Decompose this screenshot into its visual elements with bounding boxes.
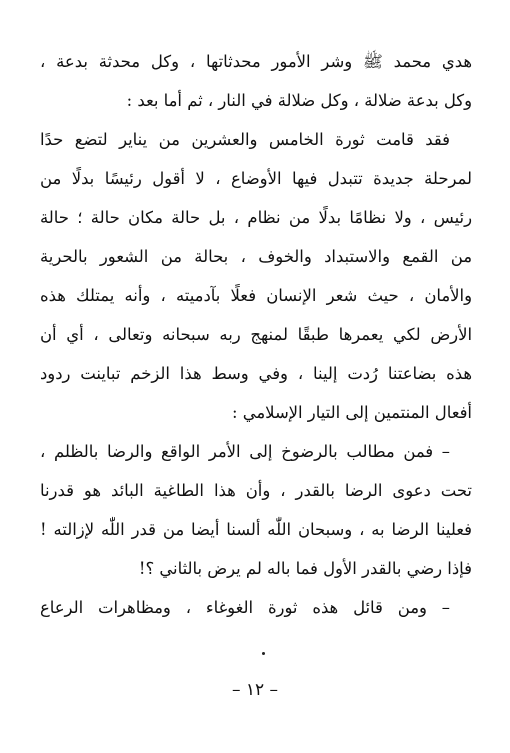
text-line: – فمن مطالب بالرضوخ إلى الأمر الواقع والرضا بالظلم ، (40, 442, 450, 461)
text-line: فإذا رضي بالقدر الأول فما باله لم يرض بالثاني ؟! (138, 559, 472, 578)
text-line: فقد قامت ثورة الخامس والعشرين من يناير لتضع حدًا (40, 130, 450, 149)
text-line: رئيس ، ولا نظامًا بدلًا من نظام ، بل حالة مكان حالة ؛ حالة (40, 208, 472, 227)
body-text (40, 42, 472, 627)
text-line: الأرض لكي يعمرها طبقًا لمنهج ربه سبحانه وتعالى ، أي أن (40, 325, 472, 344)
text-line: تحت دعوى الرضا بالقدر ، وأن هذا الطاغية البائد هو قدرنا (40, 481, 472, 500)
page-number: – ١٢ – (231, 680, 279, 700)
text-line: هدي محمد ﷺ وشر الأمور محدثاتها ، وكل محدثة بدعة ، (40, 52, 472, 71)
text-line: أفعال المنتمين إلى التيار الإسلامي : (231, 403, 472, 422)
ink-dot (262, 652, 265, 655)
text-line: والأمان ، حيث شعر الإنسان فعلًا بآدميته ، وأنه يمتلك هذه (40, 286, 472, 305)
text-line: لمرحلة جديدة تتبدل فيها الأوضاع ، لا أقول رئيسًا بدلًا من (40, 169, 472, 188)
text-line: – ومن قائل هذه ثورة الغوغاء ، ومظاهرات الرعاع (40, 598, 450, 617)
text-line: هذه بضاعتنا رُدت إلينا ، وفي وسط هذا الزخم تباينت ردود (40, 364, 472, 383)
text-line: فعلينا الرضا به ، وسبحان اللّٰه ألسنا أيضا من قدر اللّٰه لإزالته ! (40, 520, 472, 539)
text-line: وكل بدعة ضلالة ، وكل ضلالة في النار ، ثم أما بعد : (126, 91, 472, 110)
text-line: من القمع والاستبداد والخوف ، بحالة من الشعور بالحرية (40, 247, 472, 266)
